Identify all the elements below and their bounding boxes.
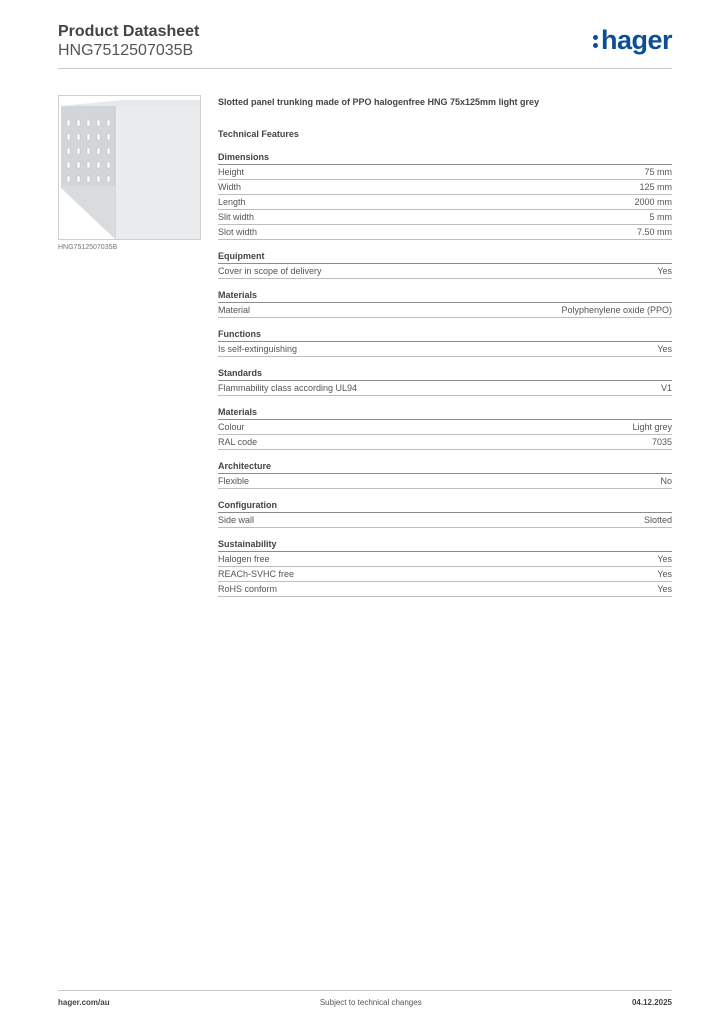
footer-date: 04.12.2025 [631, 998, 672, 1007]
row-label: Colour [218, 422, 245, 432]
section-title: Equipment [218, 250, 672, 264]
row-value: No [660, 476, 672, 486]
row-value: 7035 [651, 437, 672, 447]
section-dimensions [218, 151, 672, 240]
row-label: Side wall [218, 515, 255, 525]
section-materials [218, 289, 672, 318]
row-value: Yes [657, 584, 672, 594]
table-row [218, 225, 672, 240]
table-row [218, 552, 672, 567]
logo-dots-icon [593, 33, 599, 49]
row-label: REACh-SVHC free [218, 569, 295, 579]
section-functions [218, 328, 672, 357]
footer-note: Subject to technical changes [319, 998, 422, 1007]
section-sustainability [218, 538, 672, 597]
row-label: Flexible [218, 476, 250, 486]
image-caption: HNG7512507035B [58, 244, 118, 251]
table-row [218, 303, 672, 318]
table-row [218, 420, 672, 435]
table-row [218, 474, 672, 489]
row-value: V1 [660, 383, 672, 393]
product-image [58, 95, 201, 240]
section-title: Standards [218, 367, 672, 381]
row-label: Halogen free [218, 554, 270, 564]
section-architecture [218, 460, 672, 489]
hager-logo [593, 24, 672, 56]
header-divider [58, 68, 672, 69]
section-standards [218, 367, 672, 396]
section-title: Sustainability [218, 538, 672, 552]
table-row [218, 180, 672, 195]
table-row [218, 435, 672, 450]
table-row [218, 567, 672, 582]
row-label: Slit width [218, 212, 255, 222]
footer-divider [58, 990, 672, 991]
section-title: Architecture [218, 460, 672, 474]
section-configuration [218, 499, 672, 528]
document-title: Product Datasheet [58, 23, 200, 40]
row-label: Width [218, 182, 242, 192]
section-title: Configuration [218, 499, 672, 513]
row-value: Yes [657, 344, 672, 354]
section-title: Functions [218, 328, 672, 342]
row-label: Length [218, 197, 246, 207]
table-row [218, 210, 672, 225]
section-materials-colour [218, 406, 672, 450]
table-row [218, 582, 672, 597]
product-code: HNG7512507035B [58, 42, 194, 59]
row-value: 2000 mm [634, 197, 672, 207]
section-equipment [218, 250, 672, 279]
row-value: Yes [657, 554, 672, 564]
technical-features-heading: Technical Features [218, 129, 299, 139]
row-label: Flammability class according UL94 [218, 383, 358, 393]
page-footer [58, 998, 672, 1007]
row-value: Slotted [643, 515, 672, 525]
document-header [58, 22, 199, 60]
row-value: 75 mm [644, 167, 672, 177]
datasheet-content [218, 95, 672, 597]
row-value: Yes [657, 266, 672, 276]
row-value: Light grey [632, 422, 672, 432]
row-value: Yes [657, 569, 672, 579]
table-row [218, 264, 672, 279]
table-row [218, 513, 672, 528]
row-label: Slot width [218, 227, 258, 237]
table-row [218, 342, 672, 357]
row-label: Height [218, 167, 245, 177]
section-title: Materials [218, 406, 672, 420]
table-row [218, 165, 672, 180]
row-value: 125 mm [639, 182, 672, 192]
feature-sections [218, 151, 672, 597]
row-label: Material [218, 305, 251, 315]
table-row [218, 381, 672, 396]
row-label: Cover in scope of delivery [218, 266, 322, 276]
product-description: Slotted panel trunking made of PPO halogenfree HNG 75x125mm light grey [218, 97, 540, 107]
section-title: Materials [218, 289, 672, 303]
logo-text: hager [600, 25, 672, 55]
trunking-illustration-icon [59, 96, 200, 239]
row-label: RoHS conform [218, 584, 278, 594]
row-value: 7.50 mm [636, 227, 672, 237]
row-label: RAL code [218, 437, 258, 447]
table-row [218, 195, 672, 210]
footer-website-link[interactable]: hager.com/au [58, 998, 110, 1007]
row-label: Is self-extinguishing [218, 344, 298, 354]
row-value: 5 mm [649, 212, 672, 222]
section-title: Dimensions [218, 151, 672, 165]
row-value: Polyphenylene oxide (PPO) [561, 305, 672, 315]
